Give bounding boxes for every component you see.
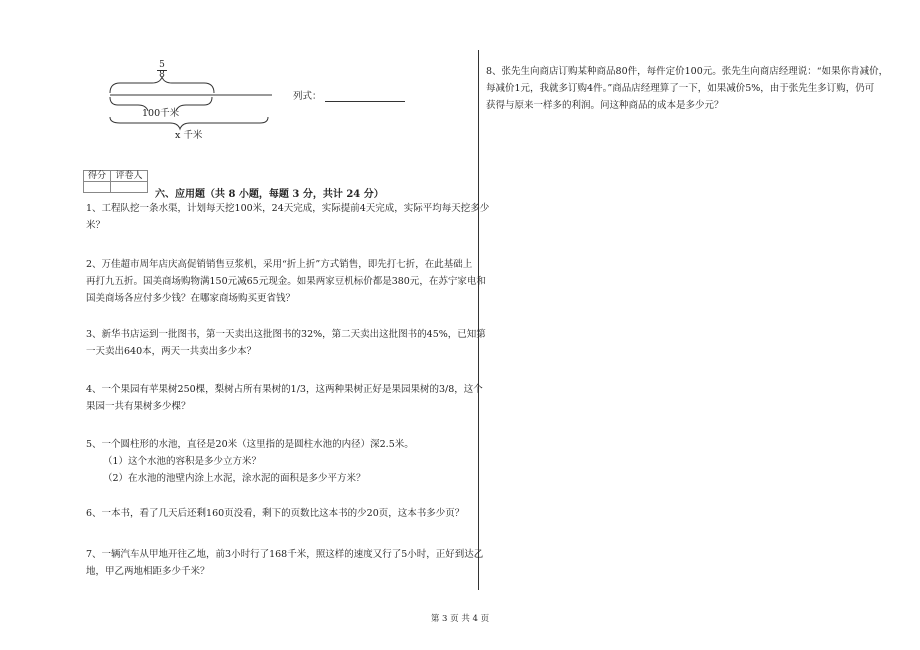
question-subitem: （2）在水池的池壁内涂上水泥，涂水泥的面积是多少平方米？ bbox=[103, 473, 366, 484]
grader-cell[interactable] bbox=[111, 182, 148, 193]
question-7 bbox=[86, 546, 483, 580]
question-subitem: （1）这个水池的容积是多少立方米？ bbox=[103, 456, 262, 467]
grader-label: 评卷人 bbox=[111, 171, 148, 182]
question-line: 再打九五折。国美商场购物满150元减65元现金。如果两家豆机标价都是380元，在苏宁家电和 bbox=[86, 276, 486, 287]
question-8 bbox=[486, 63, 888, 114]
fraction-denominator: 8 bbox=[159, 70, 165, 80]
question-2 bbox=[86, 256, 486, 307]
question-line: 果园一共有果树多少棵？ bbox=[86, 401, 191, 412]
question-line: 一天卖出640本，两天一共卖出多少本？ bbox=[86, 346, 257, 357]
fraction-numerator: 5 bbox=[159, 60, 165, 70]
score-label: 得分 bbox=[84, 171, 111, 182]
question-line: 地，甲乙两地相距多少千米？ bbox=[86, 566, 210, 577]
score-box bbox=[83, 170, 148, 193]
question-line: 7、一辆汽车从甲地开往乙地，前3小时行了168千米，照这样的速度又行了5小时，正好到达乙 bbox=[86, 549, 484, 560]
question-line: 2、万佳超市周年店庆高促销销售豆浆机，采用“折上折”方式销售，即先打七折，在此基础上 bbox=[86, 259, 473, 270]
formula-line bbox=[293, 88, 405, 102]
question-3 bbox=[86, 326, 486, 360]
question-line: 获得与原来一样多的利润。问这种商品的成本是多少元？ bbox=[486, 100, 724, 111]
question-line: 3、新华书店运到一批图书，第一天卖出这批图书的32%，第二天卖出这批图书的45%，已知第 bbox=[86, 329, 486, 340]
page-footer: 第 3 页 共 4 页 bbox=[430, 614, 490, 624]
question-line: 4、一个果园有苹果树250棵，梨树占所有果树的1/3，这两种果树正好是果园果树的3/8，这个 bbox=[86, 384, 483, 395]
formula-answer-blank[interactable] bbox=[325, 91, 405, 102]
question-line: 6、一本书，看了几天后还剩160页没看，剩下的页数比这本书的少20页，这本书多少页？ bbox=[86, 508, 465, 519]
question-6 bbox=[86, 505, 464, 522]
label-100km: 100千米 bbox=[142, 108, 180, 119]
question-line: 5、一个圆柱形的水池，直径是20米（这里指的是圆柱水池的内径）深2.5米。 bbox=[86, 439, 414, 450]
question-line: 米？ bbox=[86, 220, 106, 231]
column-divider bbox=[478, 50, 479, 590]
question-5 bbox=[86, 436, 414, 487]
question-line: 国美商场各应付多少钱？在哪家商场购买更省钱？ bbox=[86, 293, 296, 304]
question-line: 每减价1元，我就多订购4件。”商品店经理算了一下，如果减价5%，由于张先生多订购，仍可 bbox=[486, 83, 875, 94]
question-1 bbox=[86, 200, 489, 234]
label-x-km: x 千米 bbox=[175, 130, 203, 141]
formula-label: 列式： bbox=[293, 91, 322, 102]
fraction-five-eighths bbox=[154, 61, 170, 80]
score-cell[interactable] bbox=[84, 182, 111, 193]
question-4 bbox=[86, 381, 483, 415]
question-line: 1、工程队挖一条水渠，计划每天挖100米，24天完成，实际提前4天完成，实际平均每天挖多少 bbox=[86, 203, 490, 214]
question-line: 8、张先生向商店订购某种商品80件，每件定价100元。张先生向商店经理说：“如果你肯减价， bbox=[486, 66, 889, 77]
section-title: 六、应用题（共 8 小题，每题 3 分，共计 24 分） bbox=[155, 189, 384, 200]
